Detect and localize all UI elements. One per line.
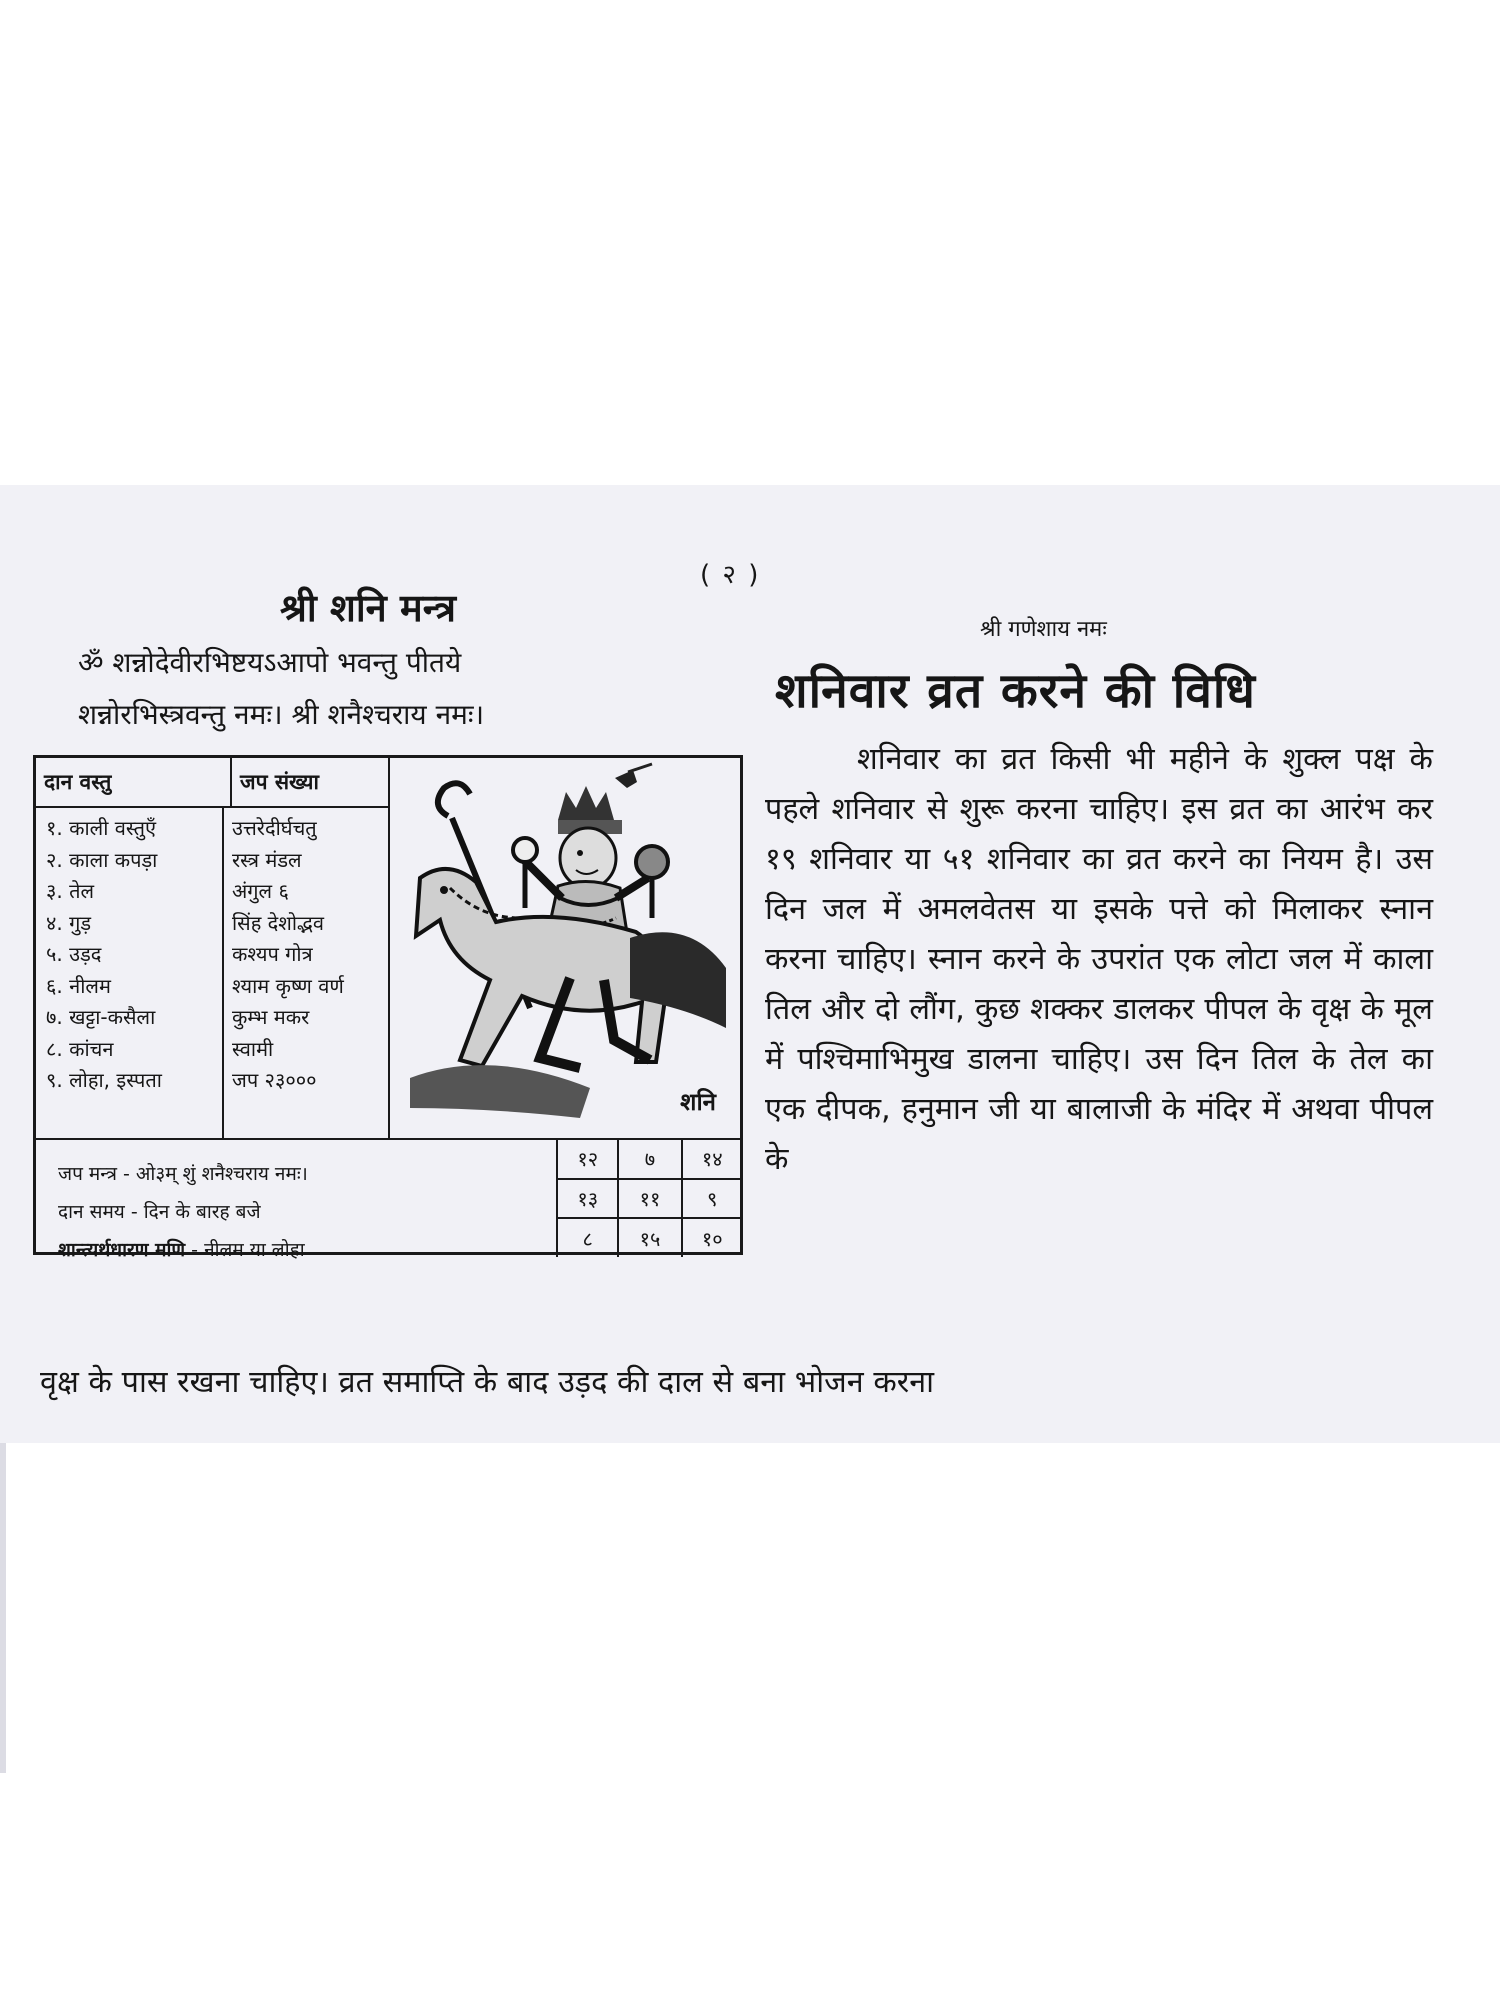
list-item: २. काला कपड़ा xyxy=(46,847,158,872)
magic-square-cell: १४ xyxy=(682,1140,743,1179)
chant-mantra-row: जप मन्त्र - ओ३म् शुं शनैश्चराय नमः। xyxy=(58,1163,308,1185)
list-item: अंगुल ६ xyxy=(232,879,289,903)
column-divider xyxy=(222,806,224,1138)
mantra-line-1: ॐ शन्नोदेवीरभिष्टयऽआपो भवन्तु पीतये xyxy=(78,646,462,679)
magic-square-cell: ७ xyxy=(618,1140,681,1179)
magic-square-cell: ९ xyxy=(682,1179,743,1219)
magic-square-cell: १० xyxy=(682,1218,743,1257)
gem-row-label: शान्त्यर्थधारण मणि xyxy=(58,1239,186,1261)
main-heading: शनिवार व्रत करने की विधि xyxy=(775,663,1256,719)
donation-table xyxy=(33,755,743,1261)
mantra-line-2: शन्नोरभिस्त्रवन्तु नमः। श्री शनैश्चराय नमः। xyxy=(78,698,485,731)
shani-on-horse-image xyxy=(390,758,740,1138)
mantra-info-section xyxy=(36,1138,740,1261)
donation-items-column xyxy=(46,813,216,1097)
list-item: कश्यप गोत्र xyxy=(232,942,313,966)
list-item: सिंह देशोद्भव xyxy=(232,910,324,935)
page-number: ( २ ) xyxy=(700,560,761,590)
list-item: ३. तेल xyxy=(46,879,95,903)
list-item: जप २३००० xyxy=(232,1068,317,1092)
list-item: रस्त्र मंडल xyxy=(232,847,302,872)
list-item: ४. गुड़ xyxy=(46,910,92,935)
list-item: ८. कांचन xyxy=(46,1036,114,1061)
main-paragraph: शनिवार का व्रत किसी भी महीने के शुक्ल पक्ष के पहले शनिवार से शुरू करना चाहिए। इस व्रत का आरंभ कर १९ शनिवार या ५१ शनिवार का व्रत करने का नियम है। उस दिन जल में अमलवेतस या इसके पत्ते को मिलाकर स्नान करना चाहिए। स्नान करने के उपरांत एक लोटा जल में काला तिल और दो लौंग, कुछ शक्कर डालकर पीपल के वृक्ष के मूल में पश्चिमाभिमुख डालना चाहिए। उस दिन तिल के तेल का एक दीपक, हनुमान जी या बालाजी के मंदिर में अथवा पीपल के xyxy=(765,742,1433,1177)
magic-square-cell: १३ xyxy=(558,1179,618,1219)
image-caption: शनि xyxy=(680,1088,716,1116)
scanned-page xyxy=(0,485,1500,1443)
header-chant-count: जप संख्या xyxy=(232,758,396,808)
gem-row xyxy=(58,1236,305,1262)
magic-square-cell: १२ xyxy=(558,1140,618,1179)
list-item: ९. लोहा, इस्पता xyxy=(46,1068,162,1092)
list-item: ६. नीलम xyxy=(46,973,111,998)
magic-square-cell: १५ xyxy=(618,1218,681,1257)
invocation: श्री गणेशाय नमः xyxy=(980,617,1107,642)
header-donation-items: दान वस्तु xyxy=(36,758,232,808)
donation-time-row: दान समय - दिन के बारह बजे xyxy=(58,1201,261,1223)
magic-square-cell: ८ xyxy=(558,1218,618,1257)
list-item: ७. खट्टा-कसैला xyxy=(46,1005,156,1029)
mantra-title: श्री शनि मन्त्र xyxy=(280,586,457,630)
paragraph-continuation: वृक्ष के पास रखना चाहिए। व्रत समाप्ति के बाद उड़द की दाल से बना भोजन करना xyxy=(40,1365,935,1400)
list-item: ५. उड़द xyxy=(46,942,102,966)
list-item: श्याम कृष्ण वर्ण xyxy=(232,973,344,998)
shani-illustration xyxy=(390,758,740,1138)
donation-list xyxy=(36,758,390,1138)
magic-square xyxy=(556,1140,742,1257)
chant-details-column xyxy=(232,813,386,1097)
list-item: उत्तरेदीर्घचतु xyxy=(232,816,317,840)
list-item: स्वामी xyxy=(232,1036,274,1061)
gem-row-value: - नीलम या लोहा xyxy=(185,1239,305,1261)
list-item: १. काली वस्तुएँ xyxy=(46,816,157,840)
magic-square-cell: ११ xyxy=(618,1179,681,1219)
scan-edge xyxy=(0,1443,6,1773)
list-item: कुम्भ मकर xyxy=(232,1005,310,1029)
